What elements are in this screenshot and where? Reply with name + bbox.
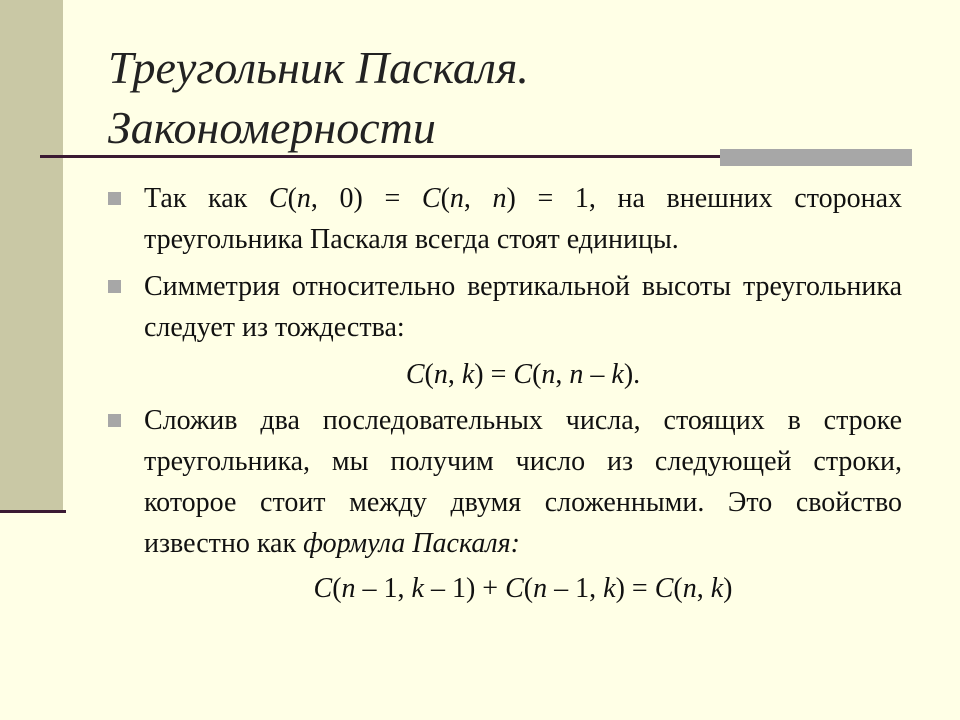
slide-title bbox=[108, 38, 888, 158]
square-bullet-icon bbox=[108, 280, 121, 293]
left-decor-line bbox=[0, 510, 66, 513]
square-bullet-icon bbox=[108, 414, 121, 427]
title-line-2: Закономерности bbox=[108, 102, 436, 153]
symmetry-formula: C(n, k) = C(n, n – k). bbox=[405, 359, 641, 390]
pascal-formula: C(n – 1, k – 1) + C(n – 1, k) = C(n, k) bbox=[313, 573, 733, 604]
pascal-formula-term: формула Паскаля: bbox=[303, 528, 520, 559]
square-bullet-icon bbox=[108, 192, 121, 205]
bullet-item-2 bbox=[108, 266, 902, 348]
bullet-2-text: Симметрия относительно вертикальной высоты треугольника следует из тождества: bbox=[144, 271, 902, 343]
bullet-3-text: Сложив два последовательных числа, стоящих в строке треугольника, мы получим число из следующей строки, которое стоит между двумя сложенными. Это свойство известно как формула Паскаля: bbox=[144, 405, 902, 559]
title-accent-bar bbox=[720, 149, 912, 166]
bullet-item-3 bbox=[108, 400, 902, 564]
bullet-1-text: Так как C(n, 0) = C(n, n) = 1, на внешних сторонах треугольника Паскаля всегда стоят единицы. bbox=[144, 183, 902, 255]
bullet-item-1 bbox=[108, 178, 902, 260]
title-line-1: Треугольник Паскаля. bbox=[108, 42, 529, 93]
left-decor-band bbox=[0, 0, 63, 513]
slide-content bbox=[108, 178, 902, 614]
